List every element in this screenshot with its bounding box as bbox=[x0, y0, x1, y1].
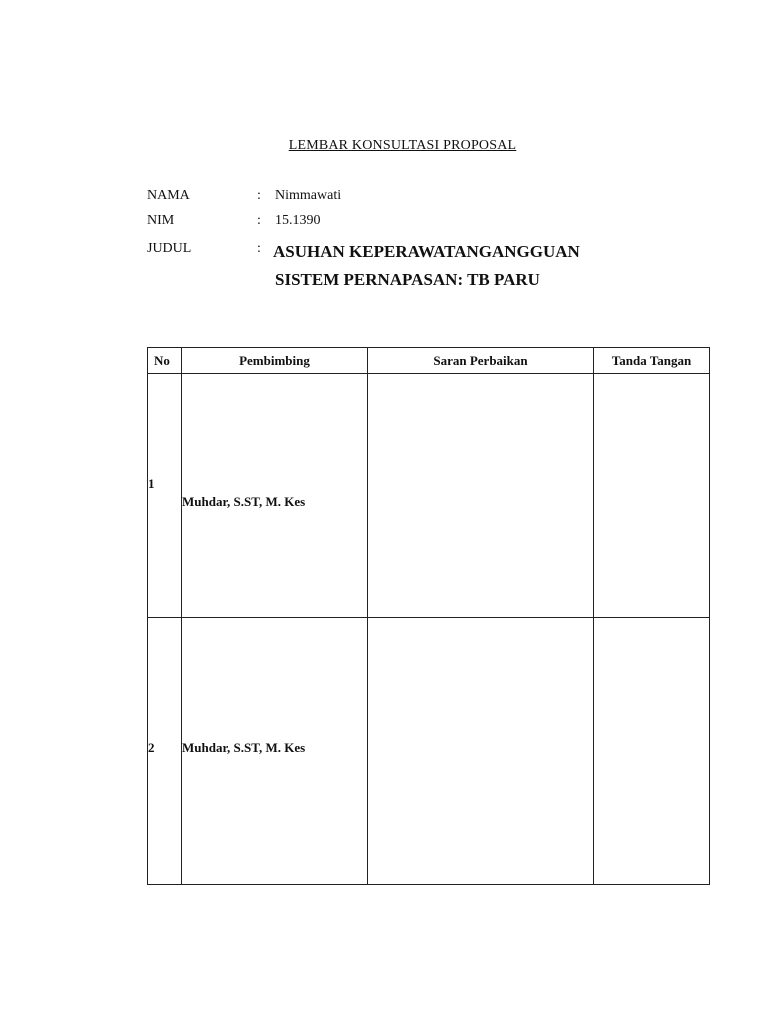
judul-value-line2: SISTEM PERNAPASAN: TB PARU bbox=[275, 270, 540, 289]
nama-colon: : bbox=[257, 188, 261, 203]
header-tanda-tangan: Tanda Tangan bbox=[594, 348, 710, 374]
judul-label: JUDUL bbox=[147, 241, 192, 256]
row-no: 1 bbox=[148, 475, 155, 491]
nim-colon: : bbox=[257, 213, 261, 228]
nama-value: Nimmawati bbox=[275, 188, 342, 203]
row-pembimbing: Muhdar, S.ST, M. Kes bbox=[182, 493, 306, 509]
table-header-row bbox=[148, 348, 710, 374]
header-no: No bbox=[148, 348, 182, 374]
row-saran-perbaikan bbox=[368, 374, 594, 618]
nim-label: NIM bbox=[147, 213, 175, 228]
consultation-table bbox=[147, 347, 710, 885]
judul-colon: : bbox=[257, 241, 261, 256]
document-title: LEMBAR KONSULTASI PROPOSAL bbox=[288, 138, 517, 153]
row-pembimbing: Muhdar, S.ST, M. Kes bbox=[182, 740, 306, 755]
row-tanda-tangan bbox=[594, 618, 710, 885]
table-row bbox=[148, 618, 710, 885]
judul-value-line1: ASUHAN KEPERAWATANGANGGUAN bbox=[273, 242, 580, 261]
row-tanda-tangan bbox=[594, 374, 710, 618]
row-saran-perbaikan bbox=[368, 618, 594, 885]
nama-label: NAMA bbox=[147, 188, 190, 203]
row-no: 2 bbox=[148, 740, 155, 755]
row-pembimbing-cell bbox=[182, 618, 368, 885]
row-no-cell bbox=[148, 374, 182, 618]
table-row bbox=[148, 374, 710, 618]
header-pembimbing: Pembimbing bbox=[182, 348, 368, 374]
row-no-cell bbox=[148, 618, 182, 885]
row-pembimbing-cell bbox=[182, 374, 368, 618]
header-saran-perbaikan: Saran Perbaikan bbox=[368, 348, 594, 374]
judul-value bbox=[273, 238, 580, 294]
nim-value: 15.1390 bbox=[275, 213, 321, 228]
